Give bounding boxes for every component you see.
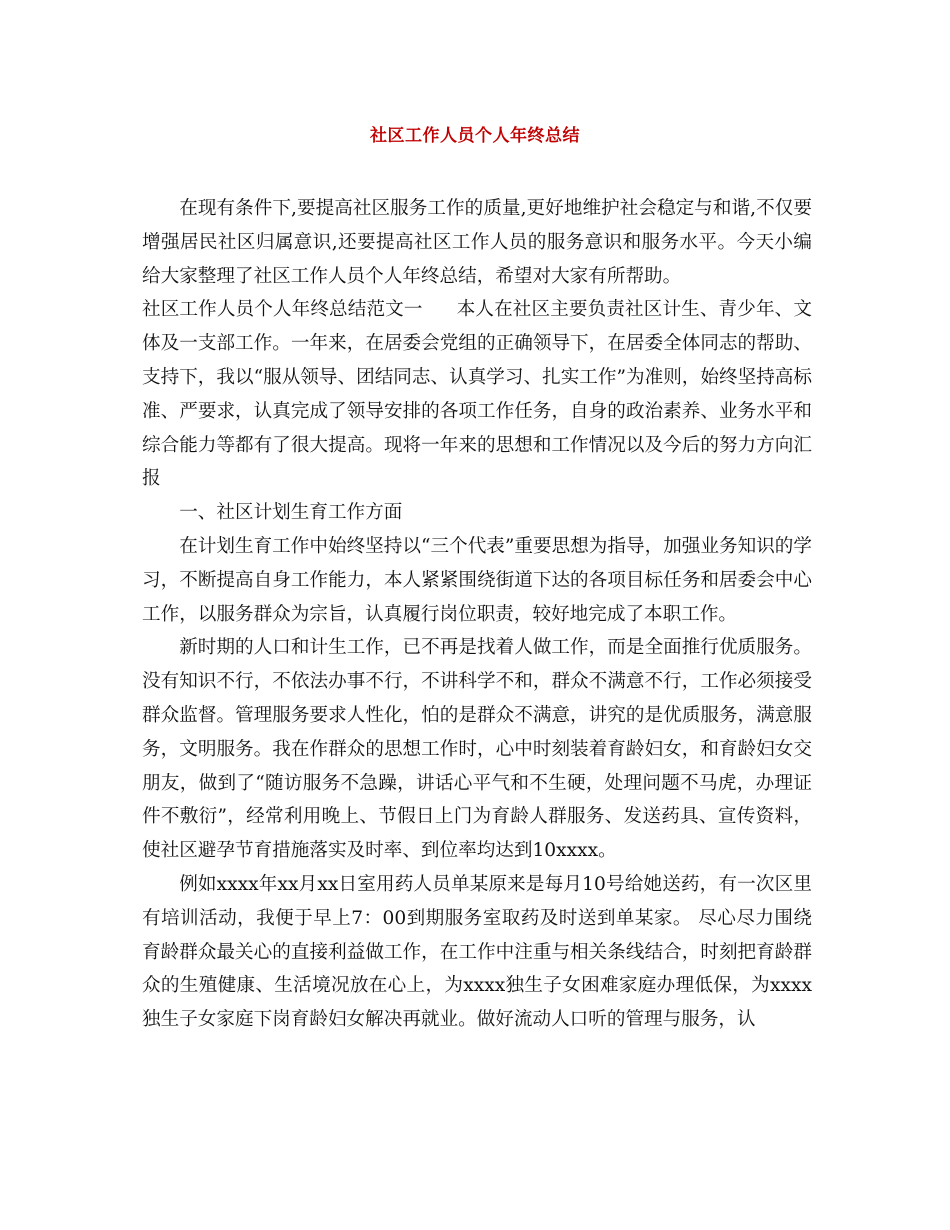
body-paragraph-3: 例如xxxx年xx月xx日室用药人员单某原来是每月10号给她送药，有一次区里有培训活动，我便于早上7：00到期服务室取药及时送到单某家。 尽心尽力围绕育龄群众最关心的直接利益做工作，在工作中注重与相关条线结合，时刻把育龄群众的生殖健康、生活境况放在心上，为xxxx独生子女困难家庭办理低保，为xxxx独生子女家庭下岗育龄妇女解决再就业。做好流动人口听的管理与服务，认 (142, 873, 812, 1031)
intro-paragraph: 在现有条件下,要提高社区服务工作的质量,更好地维护社会稳定与和谐,不仅要增强居民社区归属意识,还要提高社区工作人员的服务意识和服务水平。今天小编给大家整理了社区工作人员个人年终总结，希望对大家有所帮助。 (142, 198, 812, 287)
sample-heading: 社区工作人员个人年终总结范文一 (142, 299, 423, 321)
document-body (142, 192, 812, 1037)
sample-intro-text: 本人在社区主要负责社区计生、青少年、文体及一支部工作。一年来，在居委会党组的正确领导下，在居委全体同志的帮助、支持下，我以“服从领导、团结同志、认真学习、扎实工作”为准则，始终坚持高标准、严要求，认真完成了领导安排的各项工作任务，自身的政治素养、业务水平和综合能力等都有了很大提高。现将一年来的思想和工作情况以及今后的努力方向汇报 (142, 299, 812, 490)
document-title: 社区工作人员个人年终总结 (370, 126, 580, 146)
section-heading: 一、社区计划生育工作方面 (179, 502, 403, 524)
sample-paragraph (142, 293, 812, 496)
body-paragraph-2: 新时期的人口和计生工作，已不再是找着人做工作，而是全面推行优质服务。没有知识不行，不依法办事不行，不讲科学不和，群众不满意不行，工作必须接受群众监督。管理服务要求人性化，怕的是群众不满意，讲究的是优质服务，满意服务，文明服务。我在作群众的思想工作时，心中时刻装着育龄妇女，和育龄妇女交朋友，做到了“随访服务不急躁，讲话心平气和不生硬，处理问题不马虎，办理证件不敷衍”，经常利用晚上、节假日上门为育龄人群服务、发送药具、宣传资料，使社区避孕节育措施落实及时率、到位率均达到10xxxx。 (142, 637, 812, 862)
body-paragraph-1: 在计划生育工作中始终坚持以“三个代表”重要思想为指导，加强业务知识的学习，不断提高自身工作能力，本人紧紧围绕街道下达的各项目标任务和居委会中心工作，以服务群众为宗旨，认真履行岗位职责，较好地完成了本职工作。 (142, 535, 812, 625)
